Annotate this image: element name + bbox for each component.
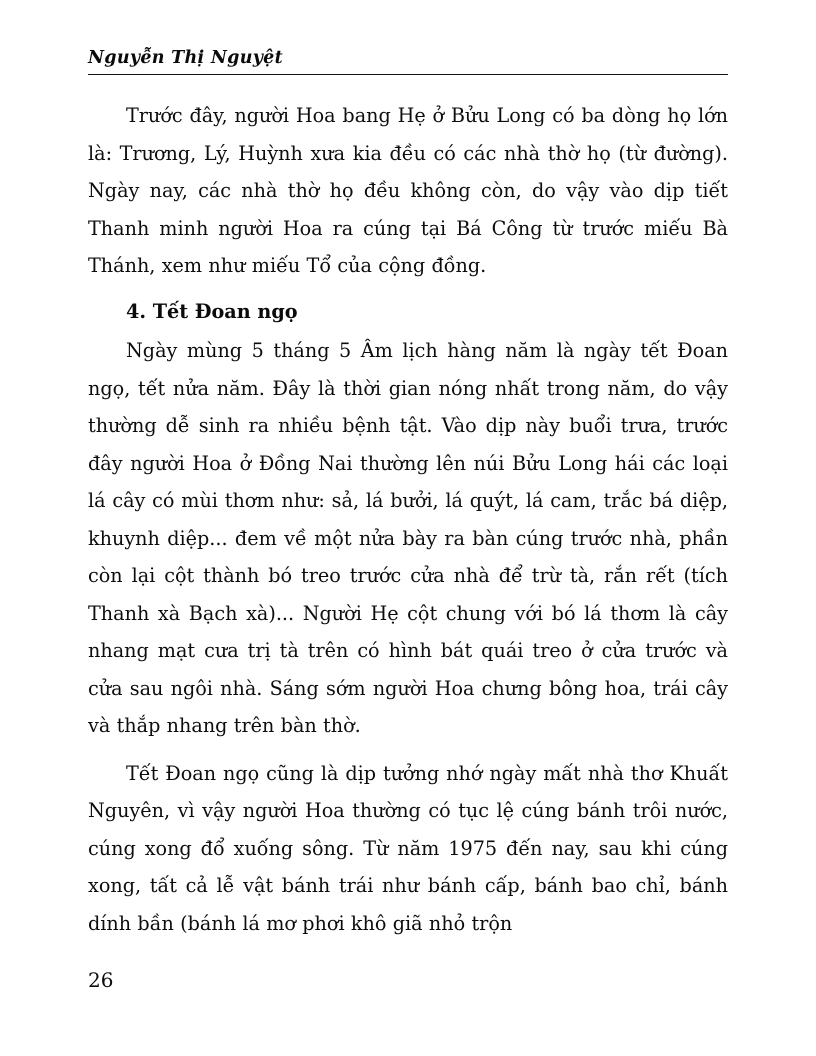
running-head: Nguyễn Thị Nguyệt bbox=[88, 48, 284, 68]
page-content bbox=[88, 48, 728, 942]
paragraph-1: Trước đây, người Hoa bang Hẹ ở Bửu Long có ba dòng họ lớn là: Trương, Lý, Huỳnh xưa kia đều có các nhà thờ họ (từ đường). Ngày nay, các nhà thờ họ đều không còn, do vậy vào dịp tiết Thanh minh người Hoa ra cúng tại Bá Công từ trước miếu Bà Thánh, xem như miếu Tổ của cộng đồng. bbox=[88, 104, 728, 277]
section-heading-tet-doan-ngo: 4. Tết Đoan ngọ bbox=[126, 299, 298, 323]
header-rule bbox=[88, 74, 728, 75]
paragraph-3: Tết Đoan ngọ cũng là dịp tưởng nhớ ngày mất nhà thơ Khuất Nguyên, vì vậy người Hoa thường có tục lệ cúng bánh trôi nước, cúng xong đổ xuống sông. Từ năm 1975 đến nay, sau khi cúng xong, tất cả lễ vật bánh trái như bánh cấp, bánh bao chỉ, bánh dính bần (bánh lá mơ phơi khô giã nhỏ trộn bbox=[88, 761, 728, 935]
page-number: 26 bbox=[88, 968, 114, 992]
paragraph-spacer bbox=[88, 745, 728, 755]
paragraph-2: Ngày mùng 5 tháng 5 Âm lịch hàng năm là ngày tết Đoan ngọ, tết nửa năm. Đây là thời gian nóng nhất trong năm, do vậy thường dễ sinh ra nhiều bệnh tật. Vào dịp này buổi trưa, trước đây người Hoa ở Đồng Nai thường lên núi Bửu Long hái các loại lá cây có mùi thơm như: sả, lá bưởi, lá quýt, lá cam, trắc bá diệp, khuynh diệp... đem về một nửa bày ra bàn cúng trước nhà, phần còn lại cột thành bó treo trước cửa nhà để trừ tà, rắn rết (tích Thanh xà Bạch xà)... Người Hẹ cột chung với bó lá thơm là cây nhang mạt cưa trị tà trên có hình bát quái treo ở cửa trước và cửa sau ngôi nhà. Sáng sớm người Hoa chưng bông hoa, trái cây và thắp nhang trên bàn thờ. bbox=[88, 339, 728, 737]
